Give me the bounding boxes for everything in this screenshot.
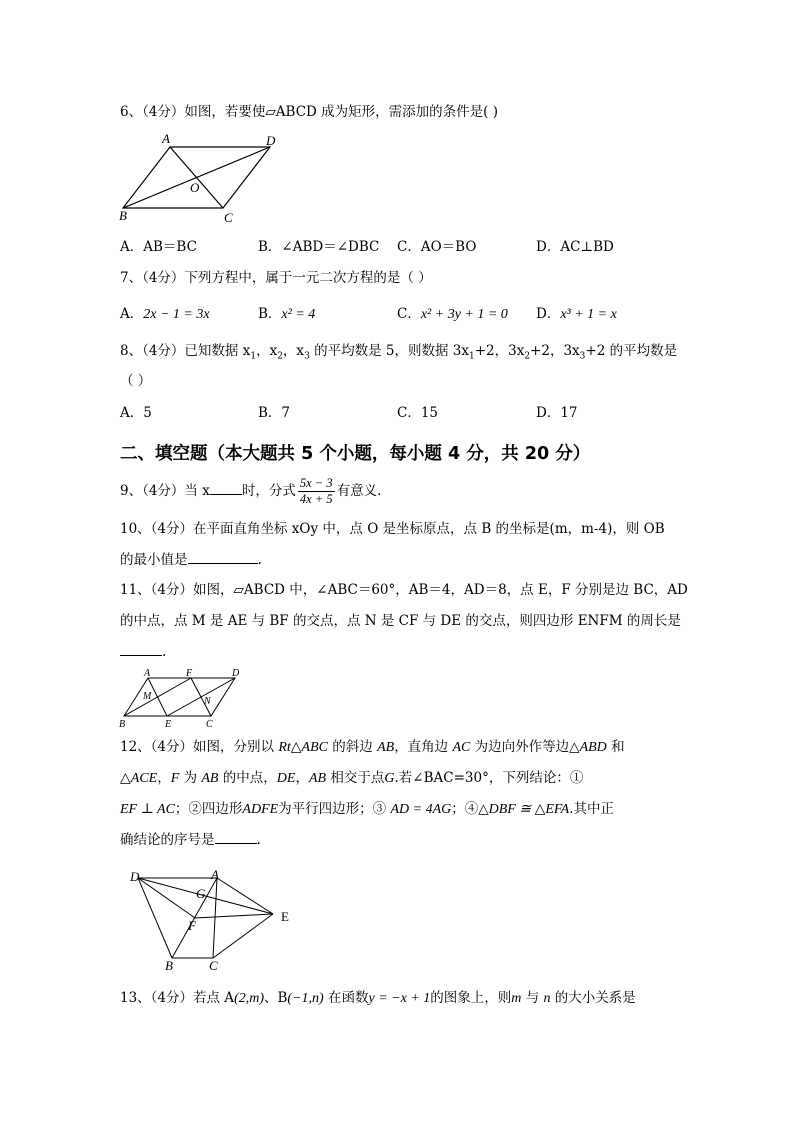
q12-line2: △ACE，F 为 AB 的中点，DE，AB 相交于点G.若∠BAC=30°，下列结论：① <box>120 770 584 786</box>
q10-line1: 10、（4分）在平面直角坐标 xOy 中，点 O 是坐标原点，点 B 的坐标是(m，m-4)，则 OB <box>120 521 665 537</box>
q7-option-d: D．x³ + 1 = x <box>536 306 617 322</box>
q12-label-a: A <box>211 867 219 882</box>
q12-label-f: F <box>188 918 196 933</box>
q9-fraction: $\frac{5x - 3}{4x + 5}$ <box>299 476 333 506</box>
q12-segment-fe <box>195 914 273 918</box>
q11-line1: 11、（4分）如图，▱ABCD 中，∠ABC＝60°，AB＝4，AD＝8，点 E，F 分别是边 BC，AD <box>120 582 688 598</box>
q11-parallelogram-figure <box>115 666 250 730</box>
q6-label-a: A <box>162 131 170 146</box>
q6-option-a: A．AB＝BC <box>120 239 197 255</box>
q6-label-b: B <box>119 208 127 223</box>
q11-line2: 的中点，点 M 是 AE 与 BF 的交点，点 N 是 CF 与 DE 的交点，则四边形 ENFM 的周长是 <box>120 613 681 629</box>
q8-answer-paren: （ ） <box>120 373 152 389</box>
q12-triangles-figure <box>125 866 300 972</box>
q12-label-b: B <box>165 958 173 972</box>
q12-segment-ac <box>213 878 217 958</box>
q8-option-d: D．17 <box>536 405 578 421</box>
q6-label-c: C <box>224 210 233 225</box>
q11-label-c: C <box>206 719 213 730</box>
q11-answer-blank <box>120 654 162 656</box>
q12-label-c: C <box>209 958 218 972</box>
q11-label-e: E <box>165 719 172 730</box>
q11-line3: . <box>120 646 166 660</box>
q11-segment-de <box>167 678 235 716</box>
q8-option-c: C．15 <box>397 405 439 421</box>
q7-option-a: A．2x − 1 = 3x <box>120 306 210 322</box>
q11-segment-bf <box>124 678 191 716</box>
q6-option-b: B．∠ABD＝∠DBC <box>258 239 380 255</box>
q12-line4: 确结论的序号是 . <box>120 832 261 848</box>
q6-label-o: O <box>190 180 200 195</box>
q6-parallelogram-figure <box>115 130 290 225</box>
q13-stem: 13、（4分）若点 A(2,m)、B(−1,n) 在函数y = −x + 1的图象上，则m 与 n 的大小关系是 <box>120 990 636 1006</box>
q9-answer-blank <box>210 493 242 495</box>
q12-line1: 12、（4分）如图，分别以 Rt△ABC 的斜边 AB，直角边 AC 为边向外作等边△ABD 和 <box>120 739 625 755</box>
q12-label-g: G <box>196 886 206 901</box>
q12-segment-ae <box>217 878 273 914</box>
q11-label-d: D <box>232 668 240 679</box>
q7-option-c: C．x² + 3y + 1 = 0 <box>397 306 508 322</box>
q6-stem: 6、（4分）如图，若要使▱ABCD 成为矩形，需添加的条件是( ) <box>120 104 498 120</box>
q7-stem: 7、（4分）下列方程中，属于一元二次方程的是（ ） <box>120 270 432 286</box>
q12-answer-blank <box>215 842 257 844</box>
q10-line2: 的最小值是 . <box>120 552 262 568</box>
q8-stem: 8、（4分）已知数据 $x_1$，$x_2$，$x_3$ 的平均数是 5，则数据 $3x_1+2$，$3x_2+2$，$3x_3+2$ 的平均数是 <box>120 343 678 362</box>
q11-label-f: F <box>186 668 193 679</box>
q12-label-d: D <box>130 869 140 884</box>
section-2-heading: 二、填空题（本大题共 5 个小题，每小题 4 分，共 20 分） <box>120 444 591 464</box>
q11-label-a: A <box>144 668 151 679</box>
q10-answer-blank <box>188 562 258 564</box>
q6-option-d: D．AC⊥BD <box>536 239 614 255</box>
q7-option-b: B．x² = 4 <box>258 306 316 322</box>
q11-label-n: N <box>204 696 211 707</box>
q6-diagonal-bd <box>123 147 270 208</box>
q12-line3: EF ⊥ AC；②四边形ADFE为平行四边形；③ AD = 4AG；④△DBF ≅ △EFA.其中正 <box>120 801 614 817</box>
q11-label-b: B <box>119 719 126 730</box>
q6-label-d: D <box>266 133 276 148</box>
q8-option-b: B．7 <box>258 405 291 421</box>
q6-option-c: C．AO＝BO <box>397 239 477 255</box>
q11-label-m: M <box>143 691 152 702</box>
q12-label-e: E <box>281 909 289 924</box>
q11-parallelogram <box>124 678 235 716</box>
q8-option-a: A．5 <box>120 405 152 421</box>
q9-stem: 9、（4分）当 x 时，分式 $\frac{5x - 3}{4x + 5}$ 有意义. <box>120 476 382 506</box>
q12-segment-de <box>138 878 273 914</box>
q12-segment-ce <box>213 914 273 958</box>
